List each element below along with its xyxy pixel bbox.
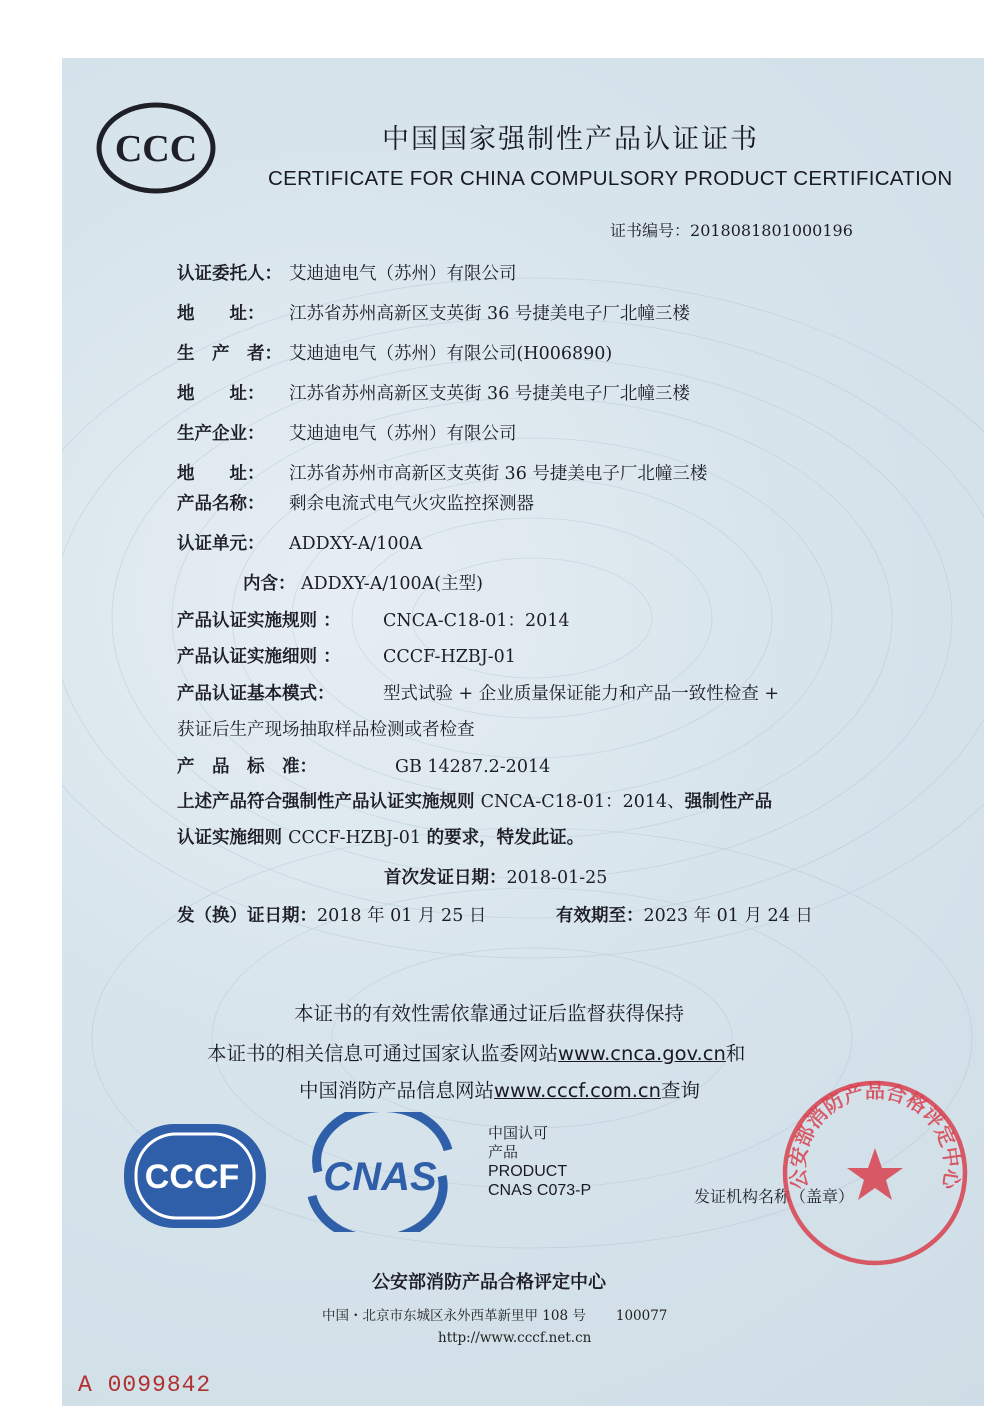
notice-line-2 — [207, 1038, 745, 1066]
ccc-logo — [96, 102, 216, 194]
field-implementation-detail — [177, 645, 516, 669]
accreditation-line: 中国认可 — [488, 1125, 549, 1142]
notice-line-3 — [299, 1075, 700, 1103]
field-includes — [243, 572, 483, 596]
field-value: 江苏省苏州高新区支英街 36 号捷美电子厂北幢三楼 — [289, 384, 690, 404]
field-applicant-address — [177, 302, 690, 326]
field-certification-unit — [177, 532, 422, 556]
field-label: 地 址： — [177, 384, 265, 404]
notice-text: 中国消防产品信息网站 — [299, 1079, 495, 1102]
issue-date-label: 发（换）证日期： — [177, 906, 317, 926]
notice-text: 和 — [725, 1042, 746, 1065]
cnca-website-link[interactable]: www.cnca.gov.cn — [558, 1042, 726, 1065]
field-value: 艾迪迪电气（苏州）有限公司 — [289, 424, 517, 444]
cnas-logo — [300, 1112, 460, 1232]
cccf-logo-text: CCCF — [144, 1158, 240, 1196]
field-manufacturer-address — [177, 382, 690, 406]
certificate-title-en: CERTIFICATE FOR CHINA COMPULSORY PRODUCT CERTIFICATION — [268, 167, 953, 190]
field-label: 产品认证实施细则 ： — [177, 647, 341, 667]
field-label: 地 址： — [177, 304, 265, 324]
cnas-logo-text: CNAS — [323, 1155, 437, 1199]
field-label: 内含： — [243, 574, 296, 594]
field-label: 认证委托人： — [177, 264, 282, 284]
field-value: ADDXY-A/100A — [289, 534, 423, 554]
field-applicant — [177, 262, 517, 286]
field-label: 产品认证基本模式： — [177, 684, 335, 704]
field-manufacturer — [177, 342, 612, 366]
field-value: 江苏省苏州高新区支英街 36 号捷美电子厂北幢三楼 — [289, 304, 690, 324]
valid-until-value: 2023 年 01 月 24 日 — [643, 906, 813, 926]
field-value: 剩余电流式电气火灾监控探测器 — [289, 494, 534, 514]
field-label: 地 址： — [177, 464, 265, 484]
field-label: 生 产 者： — [177, 344, 282, 364]
field-product-standard — [177, 755, 550, 779]
accreditation-line: CNAS C073-P — [488, 1182, 592, 1199]
field-value: 江苏省苏州市高新区支英街 36 号捷美电子厂北幢三楼 — [289, 464, 708, 484]
serial-number: A 0099842 — [78, 1372, 212, 1398]
first-issue-date — [384, 866, 607, 890]
field-value: 艾迪迪电气（苏州）有限公司 — [289, 264, 517, 284]
valid-until — [556, 904, 813, 928]
notice-line-1: 本证书的有效性需依靠通过证后监督获得保持 — [294, 1002, 685, 1025]
footer-address — [322, 1304, 667, 1324]
statement-text: 认证实施细则 — [177, 828, 289, 848]
field-label: 产品名称： — [177, 494, 265, 514]
issue-date-value: 2018 年 01 月 25 日 — [317, 906, 487, 926]
certificate-title-cn: 中国国家强制性产品认证证书 — [382, 124, 759, 155]
field-factory-address — [177, 462, 707, 486]
seal-text: 公安部消防产品合格评定中心 — [785, 1078, 965, 1191]
field-value: 获证后生产现场抽取样品检测或者检查 — [177, 720, 475, 740]
statement-text: 上述产品符合强制性产品认证实施规则 — [177, 792, 481, 812]
field-value: ADDXY-A/100A(主型) — [301, 574, 483, 594]
statement-text: 强制性产品 — [684, 792, 773, 812]
accreditation-line: 产品 — [488, 1144, 519, 1161]
field-value: GB 14287.2-2014 — [395, 757, 551, 777]
field-value: 艾迪迪电气（苏州）有限公司(H006890) — [289, 344, 613, 364]
field-product-name — [177, 492, 534, 516]
certificate-number-value: 2018081801000196 — [690, 221, 853, 240]
footer-postcode: 100077 — [615, 1308, 668, 1324]
field-label: 认证单元： — [177, 534, 265, 554]
certificate-number — [610, 218, 853, 241]
first-issue-label: 首次发证日期： — [384, 868, 507, 888]
issue-date — [177, 904, 486, 928]
issuer-label: 发证机构名称（盖章） — [694, 1187, 855, 1206]
field-label: 产 品 标 准： — [177, 757, 317, 777]
field-value: CCCF-HZBJ-01 — [383, 647, 516, 667]
seal-star-icon — [847, 1148, 903, 1200]
cccf-website-link[interactable]: www.cccf.com.cn — [494, 1079, 662, 1102]
footer-website[interactable]: http://www.cccf.net.cn — [438, 1330, 592, 1346]
official-red-seal — [778, 1076, 972, 1270]
notice-text: 本证书的相关信息可通过国家认监委网站 — [207, 1042, 559, 1065]
statement-line-2 — [177, 826, 584, 850]
statement-text: 的要求，特发此证。 — [426, 828, 585, 848]
notice-text: 查询 — [661, 1079, 701, 1102]
field-certification-mode-cont — [177, 718, 475, 742]
field-value: CNCA-C18-01：2014 — [383, 611, 570, 631]
first-issue-value: 2018-01-25 — [506, 868, 608, 888]
statement-line-1 — [177, 790, 772, 814]
certificate-number-label: 证书编号： — [610, 221, 691, 240]
field-factory — [177, 422, 517, 446]
field-label: 生产企业： — [177, 424, 265, 444]
field-label: 产品认证实施规则 ： — [177, 611, 341, 631]
statement-detail-ref: CCCF-HZBJ-01 — [288, 828, 427, 848]
field-value: 型式试验 + 企业质量保证能力和产品一致性检查 + — [383, 684, 780, 704]
valid-until-label: 有效期至： — [556, 906, 644, 926]
accreditation-line: PRODUCT — [488, 1163, 568, 1180]
ccc-logo-text: CCC — [114, 128, 198, 170]
issuer-name: 公安部消防产品合格评定中心 — [372, 1272, 606, 1293]
statement-rule-ref: CNCA-C18-01：2014、 — [480, 792, 685, 812]
accreditation-block — [488, 1124, 591, 1200]
footer-address-text: 中国・北京市东城区永外西革新里甲 108 号 — [322, 1308, 586, 1324]
cccf-logo — [120, 1120, 270, 1232]
field-implementation-rule — [177, 609, 570, 633]
field-certification-mode — [177, 682, 779, 706]
